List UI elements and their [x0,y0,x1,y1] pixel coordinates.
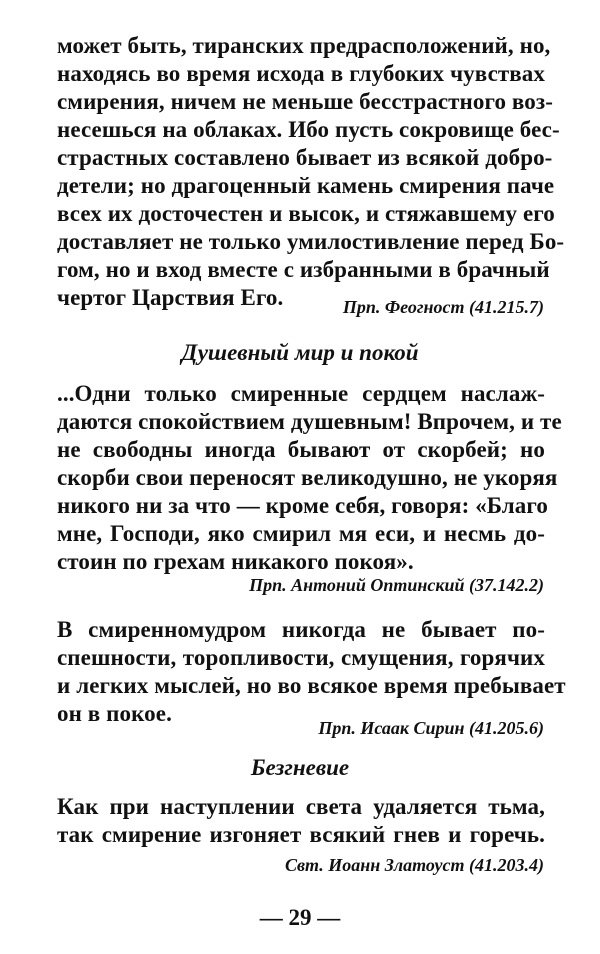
text-line: скорби свои переносят великодушно, не укоряя [57,465,558,490]
text-line: несешься на облаках. Ибо пусть сокровище бес- [57,117,560,142]
text-line: не свободны иногда бывают от скорбей; но [57,437,545,462]
text-line: он в покое. [57,701,172,726]
text-line: стоин по грехам никакого покоя». [57,549,414,574]
section-heading: Безгневие [250,755,350,780]
text-line: смирения, ничем не меньше бесстрастного воз- [57,89,553,114]
text-line: В смиренномудром никогда не бывает по- [57,617,545,642]
text-line: чертог Царствия Его. [57,285,284,310]
paragraph-3 [57,616,566,728]
text-line: так смирение изгоняет всякий гнев и горечь. [57,822,545,847]
page-number: — 29 — [259,905,341,930]
text-line: и легких мыслей, но во всякое время пребывает [57,673,566,698]
text-line: доставляет не только умилостивление перед Бо- [57,229,565,254]
section-heading: Душевный мир и покой [181,340,419,365]
citation: Свт. Иоанн Златоуст (41.203.4) [284,855,544,875]
text-line: детели; но драгоценный камень смирения паче [57,173,555,198]
text-line: может быть, тиранских предрасположений, но, [57,33,551,58]
text-line: Как при наступлении света удаляется тьма, [57,794,545,819]
text-line: ...Одни только смиренные сердцем наслаж- [57,381,545,406]
text-line: находясь во время исхода в глубоких чувствах [57,61,545,86]
text-line: спешности, торопливости, смущения, горячих [57,645,545,670]
citation: Прп. Антоний Оптинский (37.142.2) [249,575,544,595]
text-line: мне, Господи, яко смирил мя еси, и несмь до- [57,521,545,546]
text-line: даются спокойствием душевным! Впрочем, и те [57,409,562,434]
paragraph-2 [57,380,562,576]
paragraph-1 [57,32,565,312]
text-line: всех их досточестен и высок, и стяжавшему его [57,201,555,226]
citation: Прп. Исаак Сирин (41.205.6) [318,718,544,738]
text-line: страстных составлено бывает из всякой добро- [57,145,553,170]
citation: Прп. Феогност (41.215.7) [342,297,544,317]
text-line: гом, но и вход вместе с избранными в брачный [57,257,550,282]
text-line: никого ни за что — кроме себя, говоря: «Благо [57,493,548,518]
paragraph-4 [57,793,545,849]
